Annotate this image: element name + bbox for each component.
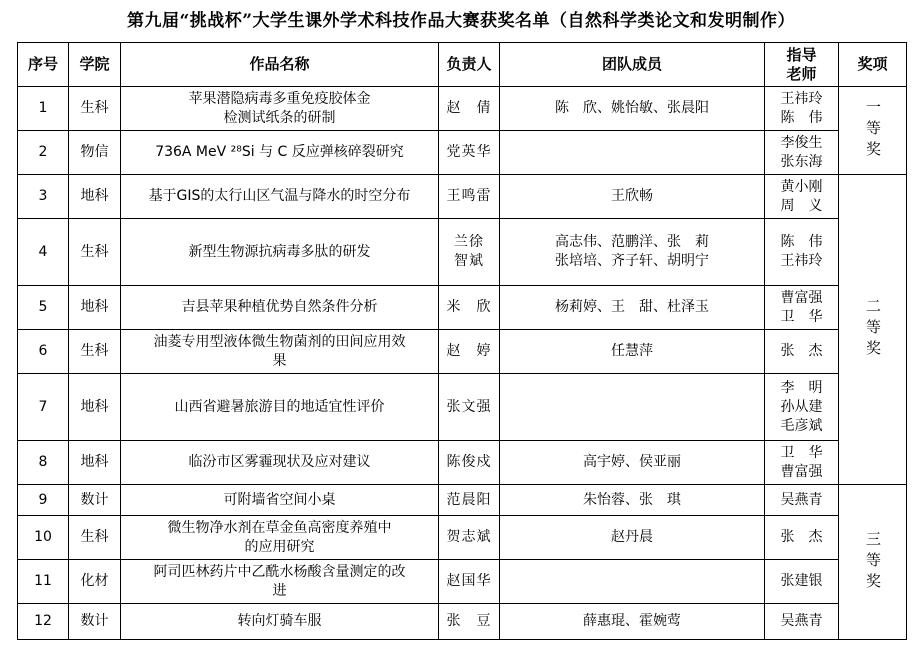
awards-table: [17, 42, 907, 640]
row-college: 生科: [69, 219, 121, 286]
row-advisor: 张 杰: [765, 330, 839, 374]
row-leader: 兰徐 智斌: [439, 219, 500, 286]
award-level-first: [839, 87, 907, 175]
row-leader: 党英华: [439, 131, 500, 175]
row-work-title: 苹果潜隐病毒多重免疫胶体金 检测试纸条的研制: [121, 87, 439, 131]
row-advisor: 张 杰: [765, 516, 839, 560]
table-row: [18, 485, 907, 516]
row-work-title: 新型生物源抗病毒多肽的研发: [121, 219, 439, 286]
row-team-members: 杨莉婷、王 甜、杜泽玉: [500, 286, 765, 330]
table-row: [18, 560, 907, 604]
header-college: 学院: [69, 43, 121, 87]
row-number: 4: [18, 219, 69, 286]
row-college: 生科: [69, 516, 121, 560]
table-row: [18, 330, 907, 374]
row-number: 11: [18, 560, 69, 604]
row-leader: 陈俊戍: [439, 441, 500, 485]
table-row: [18, 131, 907, 175]
row-number: 7: [18, 374, 69, 441]
row-number: 5: [18, 286, 69, 330]
header-award: 奖项: [839, 43, 907, 87]
row-advisor: 李 明 孙从建 毛彦斌: [765, 374, 839, 441]
row-advisor: 陈 伟 王祎玲: [765, 219, 839, 286]
row-leader: 赵 倩: [439, 87, 500, 131]
row-work-title: 转向灯骑车服: [121, 604, 439, 640]
table-row: [18, 175, 907, 219]
award-label: 三等奖: [864, 530, 882, 594]
row-number: 3: [18, 175, 69, 219]
row-college: 生科: [69, 330, 121, 374]
row-team-members: [500, 131, 765, 175]
row-team-members: 赵丹晨: [500, 516, 765, 560]
row-work-title: 736A MeV ²⁸Si 与 C 反应弹核碎裂研究: [121, 131, 439, 175]
row-leader: 赵国华: [439, 560, 500, 604]
header-leader: 负责人: [439, 43, 500, 87]
row-advisor: 黄小刚 周 义: [765, 175, 839, 219]
row-number: 6: [18, 330, 69, 374]
award-level-second: [839, 175, 907, 485]
row-team-members: 任慧萍: [500, 330, 765, 374]
row-college: 地科: [69, 374, 121, 441]
row-leader: 张文强: [439, 374, 500, 441]
row-number: 9: [18, 485, 69, 516]
row-advisor: 张建银: [765, 560, 839, 604]
table-row: [18, 374, 907, 441]
row-leader: 王鸣雷: [439, 175, 500, 219]
table-row: [18, 604, 907, 640]
header-work: 作品名称: [121, 43, 439, 87]
row-leader: 赵 婷: [439, 330, 500, 374]
row-leader: 范晨阳: [439, 485, 500, 516]
header-advisor: 指导 老师: [765, 43, 839, 87]
row-work-title: 吉县苹果种植优势自然条件分析: [121, 286, 439, 330]
row-work-title: 阿司匹林药片中乙酰水杨酸含量测定的改 进: [121, 560, 439, 604]
row-advisor: 李俊生 张东海: [765, 131, 839, 175]
row-work-title: 山西省避暑旅游目的地适宜性评价: [121, 374, 439, 441]
row-work-title: 临汾市区雾霾现状及应对建议: [121, 441, 439, 485]
row-college: 地科: [69, 441, 121, 485]
row-team-members: [500, 560, 765, 604]
row-team-members: 王欣畅: [500, 175, 765, 219]
row-college: 化材: [69, 560, 121, 604]
header-team: 团队成员: [500, 43, 765, 87]
table-row: [18, 286, 907, 330]
row-work-title: 油菱专用型液体微生物菌剂的田间应用效 果: [121, 330, 439, 374]
table-row: [18, 516, 907, 560]
row-team-members: 薛惠琨、霍婉莺: [500, 604, 765, 640]
row-college: 数计: [69, 604, 121, 640]
award-label: 一等奖: [864, 99, 882, 162]
table-header-row: [18, 43, 907, 87]
row-work-title: 基于GIS的太行山区气温与降水的时空分布: [121, 175, 439, 219]
row-number: 8: [18, 441, 69, 485]
row-work-title: 可附墙省空间小桌: [121, 485, 439, 516]
table-row: [18, 441, 907, 485]
row-advisor: 曹富强 卫 华: [765, 286, 839, 330]
row-leader: 米 欣: [439, 286, 500, 330]
row-team-members: 陈 欣、姚怡敏、张晨阳: [500, 87, 765, 131]
row-college: 地科: [69, 286, 121, 330]
row-leader: 张 豆: [439, 604, 500, 640]
row-college: 数计: [69, 485, 121, 516]
award-label: 二等奖: [864, 298, 882, 361]
row-advisor: 吴燕青: [765, 604, 839, 640]
row-advisor: 卫 华 曹富强: [765, 441, 839, 485]
table-row: [18, 219, 907, 286]
row-team-members: 朱怡蓉、张 琪: [500, 485, 765, 516]
header-no: 序号: [18, 43, 69, 87]
row-advisor: 吴燕青: [765, 485, 839, 516]
row-leader: 贺志斌: [439, 516, 500, 560]
row-college: 物信: [69, 131, 121, 175]
row-college: 地科: [69, 175, 121, 219]
row-work-title: 微生物净水剂在草金鱼高密度养殖中 的应用研究: [121, 516, 439, 560]
page-title: 第九届“挑战杯”大学生课外学术科技作品大赛获奖名单（自然科学类论文和发明制作）: [126, 11, 796, 31]
row-advisor: 王祎玲 陈 伟: [765, 87, 839, 131]
award-level-third: [839, 485, 907, 640]
row-team-members: [500, 374, 765, 441]
row-number: 1: [18, 87, 69, 131]
row-team-members: 高宇婷、侯亚丽: [500, 441, 765, 485]
row-team-members: 高志伟、范鹏洋、张 莉 张培培、齐子轩、胡明宁: [500, 219, 765, 286]
table-row: [18, 87, 907, 131]
row-college: 生科: [69, 87, 121, 131]
row-number: 2: [18, 131, 69, 175]
row-number: 10: [18, 516, 69, 560]
row-number: 12: [18, 604, 69, 640]
